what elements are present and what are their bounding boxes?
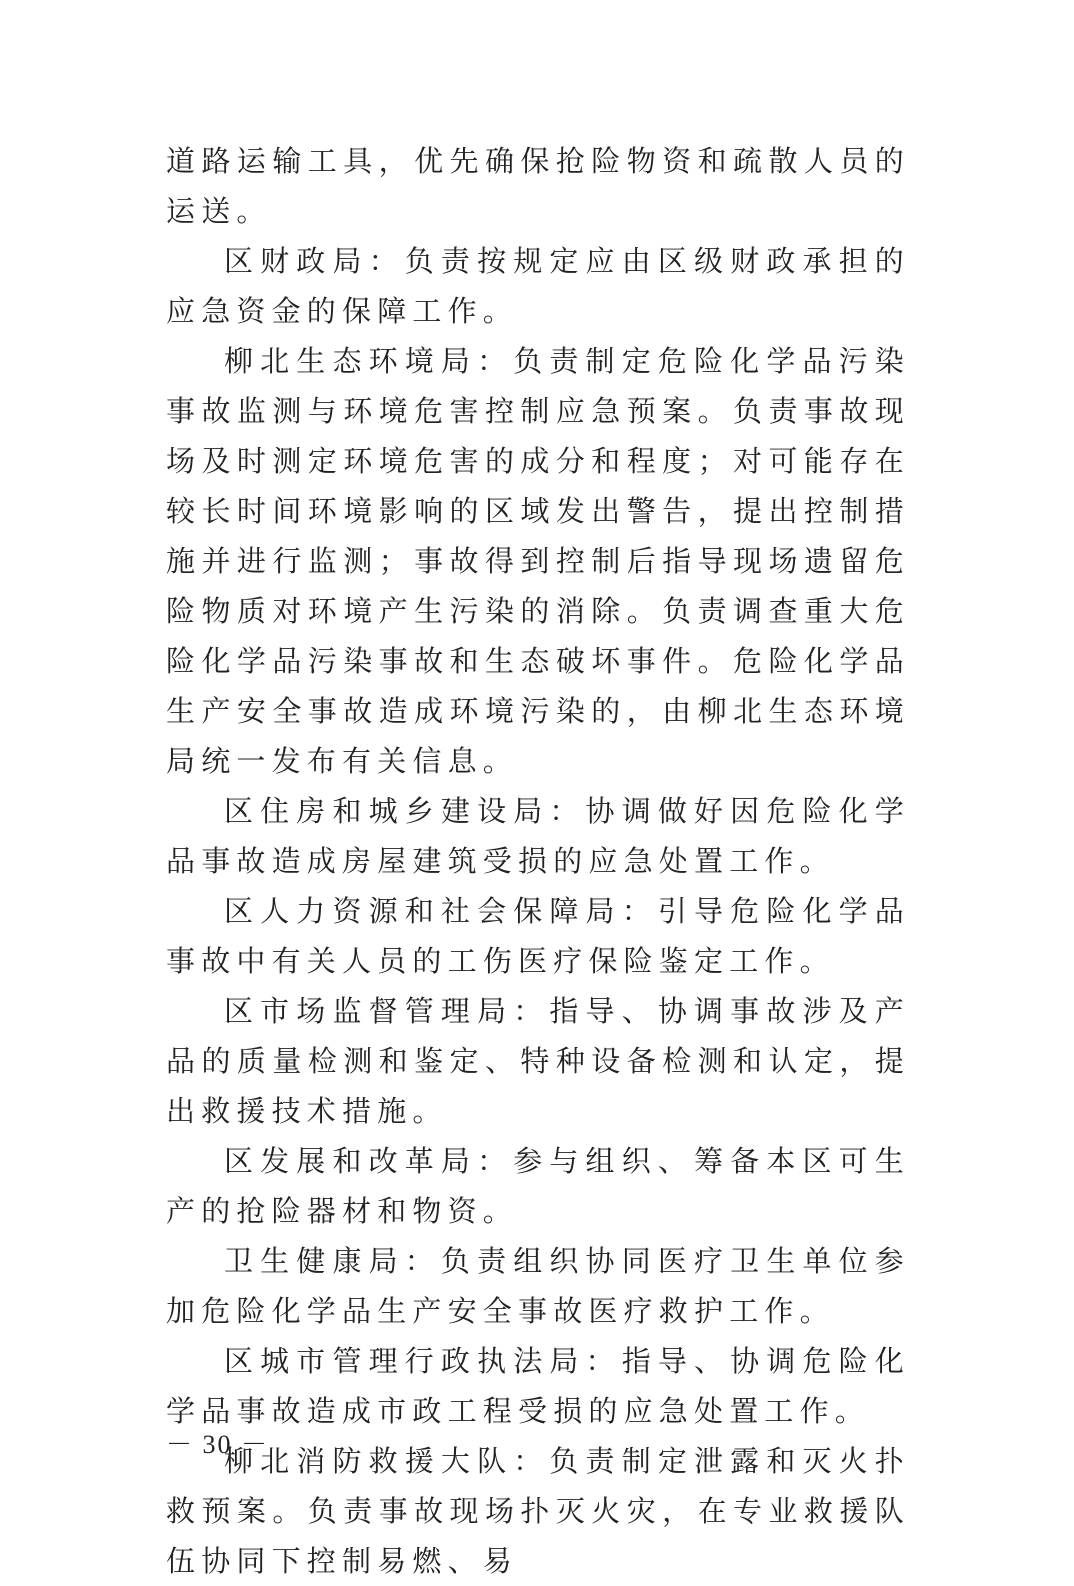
paragraph-housing-construction-bureau: 区住房和城乡建设局：协调做好因危险化学品事故造成房屋建筑受损的应急处置工作。 — [166, 794, 910, 878]
paragraph-market-supervision-bureau: 区市场监督管理局：指导、协调事故涉及产品的质量检测和鉴定、特种设备检测和认定，提出救援技术措施。 — [166, 994, 910, 1128]
paragraph-finance-bureau: 区财政局：负责按规定应由区级财政承担的应急资金的保障工作。 — [166, 244, 910, 328]
paragraph-fire-rescue-brigade: 柳北消防救援大队：负责制定泄露和灭火扑救预案。负责事故现场扑灭火灾，在专业救援队伍协同下控制易燃、易 — [166, 1444, 910, 1578]
body-text — [166, 136, 910, 1586]
paragraph-health-bureau: 卫生健康局：负责组织协同医疗卫生单位参加危险化学品生产安全事故医疗救护工作。 — [166, 1244, 910, 1328]
page-number: － 30 － — [166, 1430, 270, 1459]
paragraph-ecology-environment-bureau: 柳北生态环境局：负责制定危险化学品污染事故监测与环境危害控制应急预案。负责事故现场及时测定环境危害的成分和程度；对可能存在较长时间环境影响的区域发出警告，提出控制措施并进行监测；事故得到控制后指导现场遗留危险物质对环境产生污染的消除。负责调查重大危险化学品污染事故和生态破坏事件。危险化学品生产安全事故造成环境污染的，由柳北生态环境局统一发布有关信息。 — [166, 344, 910, 778]
paragraph-continuation: 道路运输工具，优先确保抢险物资和疏散人员的运送。 — [166, 144, 910, 228]
paragraph-urban-management-bureau: 区城市管理行政执法局：指导、协调危险化学品事故造成市政工程受损的应急处置工作。 — [166, 1344, 910, 1428]
paragraph-human-resources-bureau: 区人力资源和社会保障局：引导危险化学品事故中有关人员的工伤医疗保险鉴定工作。 — [166, 894, 910, 978]
paragraph-development-reform-bureau: 区发展和改革局：参与组织、筹备本区可生产的抢险器材和物资。 — [166, 1144, 910, 1228]
